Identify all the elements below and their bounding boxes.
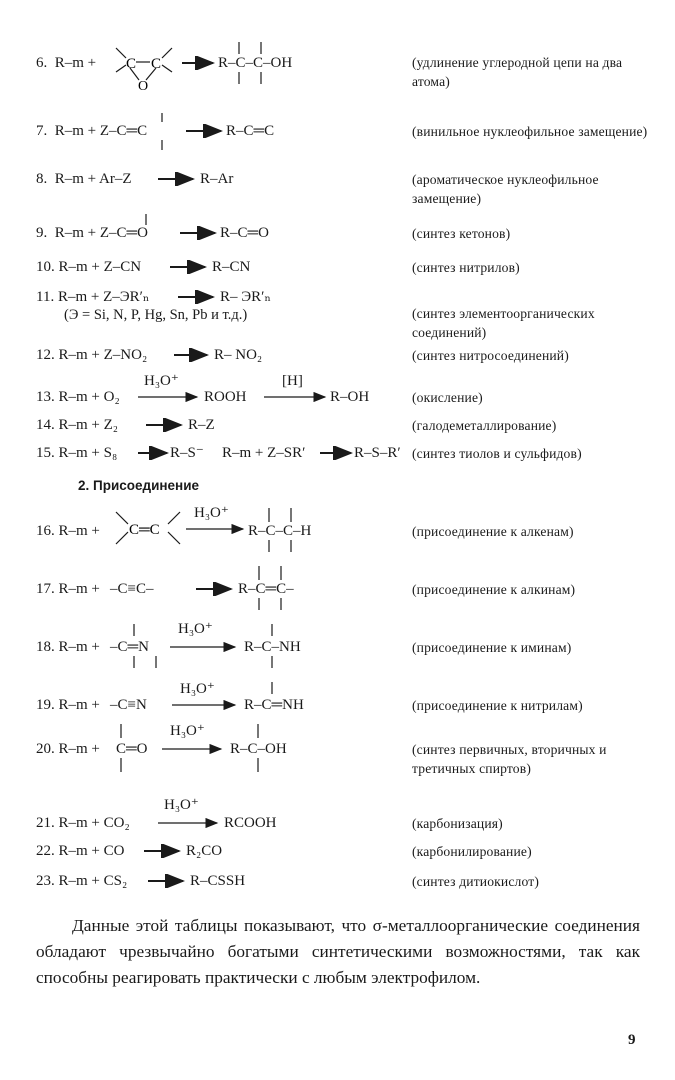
reaction-arrow [168,260,208,274]
reaction-number: 17. [36,581,55,597]
reaction-number: 13. [36,389,55,405]
summary-paragraph: Данные этой таблицы показывают, что σ-металлоорганические соединения обладают чрезвычайно богатыми синтетическими возможностями, так как способны реагировать практически с любым электрофилом. [36,916,640,987]
reaction-lhs: R–m + Z–NO₂ [58,347,148,363]
reaction-17-equation [36,580,100,598]
reaction-9-note: (синтез кетонов) [412,226,511,241]
reaction-18-note: (присоединение к иминам) [412,640,572,655]
reaction-20 [0,722,675,784]
reaction-arrow [144,418,184,432]
svg-text:O: O [138,79,149,92]
reaction-number: 19. [36,697,55,713]
reaction-9-equation [36,224,148,242]
reaction-20-equation [36,740,100,758]
reaction-22-product: R₂CO [186,843,223,859]
reaction-23 [0,870,675,894]
reaction-7 [0,112,675,162]
reaction-6 [0,40,675,100]
reaction-arrow [184,522,246,536]
reaction-13-product: R–OH [330,389,370,405]
reaction-8 [0,168,675,208]
reaction-lhs: R–m + Z–CN [58,259,142,275]
product-bonds [254,622,284,670]
reaction-19-note: (присоединение к нитрилам) [412,698,583,713]
reaction-16 [0,502,675,554]
reagent-label: H₃O⁺ [164,797,199,813]
reaction-17-product: R–C═C– [238,581,294,597]
reaction-6-equation [36,54,96,72]
reaction-lhs: R–m + Ar–Z [54,171,132,187]
svg-text:C: C [126,56,137,72]
product-bonds [254,680,284,698]
reaction-10 [0,256,675,280]
reaction-23-equation [36,872,127,890]
reaction-arrow [172,348,210,362]
reaction-23-note: (синтез дитиокислот) [412,874,540,889]
reagent-label: H₃O⁺ [178,621,213,637]
vinyl-bonds [140,112,184,154]
reaction-6-product: R–C–C–OH [218,55,293,71]
reagent-label: [H] [282,373,303,389]
product-bonds [240,722,270,776]
reaction-13-equation [36,388,120,406]
reagent-label: H₃O⁺ [180,681,215,697]
product-bonds [258,506,322,554]
imine-structure: –C═N [110,639,149,655]
reaction-22-equation [36,842,124,860]
reaction-lhs: R–m + [58,697,100,713]
reaction-21-equation [36,814,130,832]
reaction-number: 8. [36,171,48,187]
reaction-lhs: R–m + Z–C═C [54,123,148,139]
reaction-number: 18. [36,639,55,655]
reaction-12 [0,346,675,370]
reaction-6-note: (удлинение углеродной цепи на два атома) [412,55,623,89]
reaction-number: 15. [36,445,55,461]
reaction-lhs: R–m + CO₂ [58,815,130,831]
reaction-lhs: R–m + Z–ЭR′ₙ [57,289,150,305]
reaction-17-note: (присоединение к алкинам) [412,582,576,597]
reagent-label: H₃O⁺ [194,505,229,521]
nitrile-structure: –C≡N [110,697,147,713]
reaction-10-product: R–CN [212,259,251,275]
reaction-arrow [194,582,234,596]
product-bonds [248,564,298,612]
reaction-15-product2: R–S–R′ [354,445,401,461]
reaction-lhs: R–m + [58,523,100,539]
reaction-lhs: R–m + [58,639,100,655]
reaction-16-note: (присоединение к алкенам) [412,524,574,539]
reaction-9 [0,212,675,256]
reaction-arrow [318,446,354,460]
reaction-19 [0,680,675,720]
reaction-11-equation [36,288,149,306]
reaction-11-note: (синтез элементоорганических соединений) [412,306,595,340]
reaction-lhs: R–m + O₂ [58,389,120,405]
reaction-10-note: (синтез нитрилов) [412,260,520,275]
reaction-arrow [136,446,170,460]
reaction-arrow [184,124,224,138]
svg-text:C═C: C═C [129,522,160,538]
reaction-arrow [176,290,216,304]
reaction-lhs: R–m + [58,741,100,757]
reaction-19-product: R–C═NH [244,697,304,713]
reaction-12-equation [36,346,147,364]
reaction-14-equation [36,416,118,434]
reaction-8-equation [36,170,132,188]
reaction-23-product: R–CSSH [190,873,246,889]
reaction-16-equation [36,522,100,540]
reaction-13-note: (окисление) [412,390,483,405]
imine-bonds [120,622,160,670]
reaction-lhs: R–m + S₈ [58,445,118,461]
reaction-number: 16. [36,523,55,539]
reaction-18 [0,620,675,672]
reaction-8-product: R–Ar [200,171,234,187]
reagent-label: H₃O⁺ [144,373,179,389]
reaction-number: 10. [36,259,55,275]
alkyne-structure: –C≡C– [110,581,154,597]
reaction-number: 9. [36,225,48,241]
reaction-14 [0,414,675,438]
reaction-14-note: (галодеметаллирование) [412,418,557,433]
product-bonds [228,40,272,88]
reaction-number: 7. [36,123,48,139]
reaction-number: 20. [36,741,55,757]
reaction-15-lhs2: R–m + Z–SR′ [222,445,306,461]
reaction-22-note: (карбонилирование) [412,844,532,859]
reaction-lhs: R–m + [54,55,97,71]
carbonyl-bonds [112,722,132,776]
reaction-21 [0,794,675,834]
reaction-12-product: R– NO₂ [214,347,263,363]
reaction-7-note: (винильное нуклеофильное замещение) [412,124,648,139]
reaction-number: 6. [36,55,48,71]
reaction-number: 23. [36,873,55,889]
reaction-18-equation [36,638,100,656]
reaction-16-product: R–C–C–H [248,523,312,539]
reaction-number: 11. [36,289,55,305]
reaction-arrow [136,390,200,404]
reaction-lhs: R–m + Z–C═O [54,225,149,241]
alkene-structure [112,508,184,548]
reaction-20-note: (синтез первичных, вторичных и третичных спиртов) [412,742,607,776]
reaction-lhs: R–m + Z₂ [58,417,119,433]
reaction-7-product: R–C═C [226,123,275,139]
reaction-arrow [156,816,220,830]
reaction-lhs: R–m + [58,581,100,597]
reaction-15-equation [36,444,117,462]
svg-text:C: C [151,56,162,72]
reagent-label: H₃O⁺ [170,723,205,739]
ketone-bond [136,212,156,226]
reaction-8-note: (ароматическое нуклеофильное замещение) [412,172,599,206]
section-heading: 2. Присоединение [78,478,200,493]
reaction-13 [0,372,675,410]
reaction-12-note: (синтез нитросоединений) [412,348,569,363]
reaction-11-product: R– ЭR′ₙ [220,289,271,305]
reaction-arrow [156,172,196,186]
reaction-11 [0,288,675,344]
reaction-7-equation [36,122,147,140]
reaction-14-product: R–Z [188,417,215,433]
reaction-15 [0,440,675,466]
reaction-19-equation [36,696,100,714]
page-number: 9 [628,1032,636,1048]
reaction-15-note: (синтез тиолов и сульфидов) [412,446,582,461]
reaction-lhs: R–m + CO [58,843,125,859]
reaction-9-product: R–C═O [220,225,269,241]
reaction-18-product: R–C–NH [244,639,301,655]
reaction-number: 22. [36,843,55,859]
reaction-arrow [180,56,216,70]
reaction-arrow [160,742,224,756]
reaction-11-elements: (Э = Si, N, P, Hg, Sn, Pb и т.д.) [64,307,248,323]
reaction-15-product: R–S⁻ [170,445,204,461]
reaction-21-note: (карбонизация) [412,816,503,831]
reaction-arrow [146,874,186,888]
reaction-17 [0,562,675,612]
reaction-arrow [142,844,182,858]
reaction-number: 21. [36,815,55,831]
reaction-10-equation [36,258,141,276]
reaction-22 [0,840,675,864]
reaction-lhs: R–m + CS₂ [58,873,128,889]
reaction-arrow [168,640,238,654]
reaction-20-product: R–C–OH [230,741,287,757]
reaction-arrow [178,226,218,240]
reaction-number: 14. [36,417,55,433]
epoxide-structure [112,40,176,92]
reaction-arrow [170,698,238,712]
carbonyl-structure: C═O [116,741,148,757]
intermediate: ROOH [204,389,247,405]
reaction-number: 12. [36,347,55,363]
reaction-arrow [262,390,328,404]
reaction-21-product: RCOOH [224,815,277,831]
